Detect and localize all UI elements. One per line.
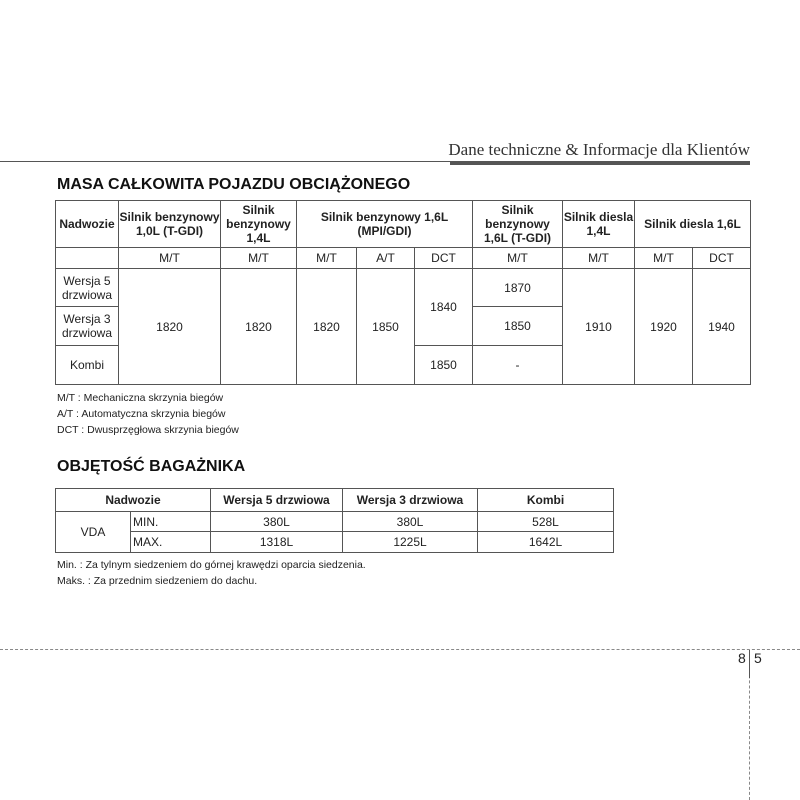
row-label: MAX.: [131, 532, 211, 553]
value-cell: 528L: [478, 512, 614, 532]
sub-header: M/T: [221, 248, 297, 269]
sub-header: M/T: [473, 248, 563, 269]
value-cell: 1642L: [478, 532, 614, 553]
note: Min. : Za tylnym siedzeniem do górnej krawędzi oparcia siedzenia.: [57, 559, 366, 571]
note: M/T : Mechaniczna skrzynia biegów: [57, 392, 224, 404]
mass-table: [55, 200, 751, 385]
header-cell: Silnik benzynowy 1,4L: [221, 201, 297, 248]
value-cell: 1910: [563, 269, 635, 385]
sub-header: M/T: [563, 248, 635, 269]
value-cell: 1820: [297, 269, 357, 385]
value-cell: 1940: [693, 269, 751, 385]
header-cell: Kombi: [478, 489, 614, 512]
header-bar: [450, 161, 750, 165]
chapter-number: 8: [738, 650, 746, 666]
value-cell: 1850: [357, 269, 415, 385]
sub-header: M/T: [635, 248, 693, 269]
value-cell: 1820: [119, 269, 221, 385]
header-cell: Silnik benzynowy 1,0L (T-GDI): [119, 201, 221, 248]
page-number-separator: [749, 650, 750, 678]
header-cell: Wersja 3 drzwiowa: [343, 489, 478, 512]
method-cell: VDA: [56, 512, 131, 553]
value-cell: 1840: [415, 269, 473, 346]
page-number: 5: [754, 650, 762, 666]
sub-header: A/T: [357, 248, 415, 269]
value-cell: 1820: [221, 269, 297, 385]
value-cell: 1870: [473, 269, 563, 307]
header-cell: Nadwozie: [56, 201, 119, 248]
trunk-table: [55, 488, 614, 553]
running-header: Dane techniczne & Informacje dla Klientów: [448, 140, 750, 159]
note: A/T : Automatyczna skrzynia biegów: [57, 408, 226, 420]
value-cell: 1850: [415, 346, 473, 385]
sub-header: DCT: [415, 248, 473, 269]
row-label: MIN.: [131, 512, 211, 532]
header-cell: Nadwozie: [56, 489, 211, 512]
row-label: Wersja 3 drzwiowa: [56, 307, 119, 346]
sub-header: M/T: [297, 248, 357, 269]
header-cell: Silnik benzynowy 1,6L (MPI/GDI): [297, 201, 473, 248]
header-cell: Silnik diesla 1,4L: [563, 201, 635, 248]
row-label: Wersja 5 drzwiowa: [56, 269, 119, 307]
sub-header: DCT: [693, 248, 751, 269]
trunk-title: OBJĘTOŚĆ BAGAŻNIKA: [57, 458, 246, 475]
sub-header: M/T: [119, 248, 221, 269]
row-label: Kombi: [56, 346, 119, 385]
mass-title: MASA CAŁKOWITA POJAZDU OBCIĄŻONEGO: [57, 176, 411, 193]
value-cell: 1850: [473, 307, 563, 346]
header-cell: Wersja 5 drzwiowa: [211, 489, 343, 512]
value-cell: -: [473, 346, 563, 385]
value-cell: 1920: [635, 269, 693, 385]
footer-dashed-line: [0, 649, 800, 650]
note: Maks. : Za przednim siedzeniem do dachu.: [57, 575, 258, 587]
header-cell: Silnik benzynowy 1,6L (T-GDI): [473, 201, 563, 248]
value-cell: 1318L: [211, 532, 343, 553]
value-cell: 380L: [343, 512, 478, 532]
empty-cell: [56, 248, 119, 269]
value-cell: 1225L: [343, 532, 478, 553]
note: DCT : Dwusprzęgłowa skrzynia biegów: [57, 424, 239, 436]
value-cell: 380L: [211, 512, 343, 532]
header-cell: Silnik diesla 1,6L: [635, 201, 751, 248]
